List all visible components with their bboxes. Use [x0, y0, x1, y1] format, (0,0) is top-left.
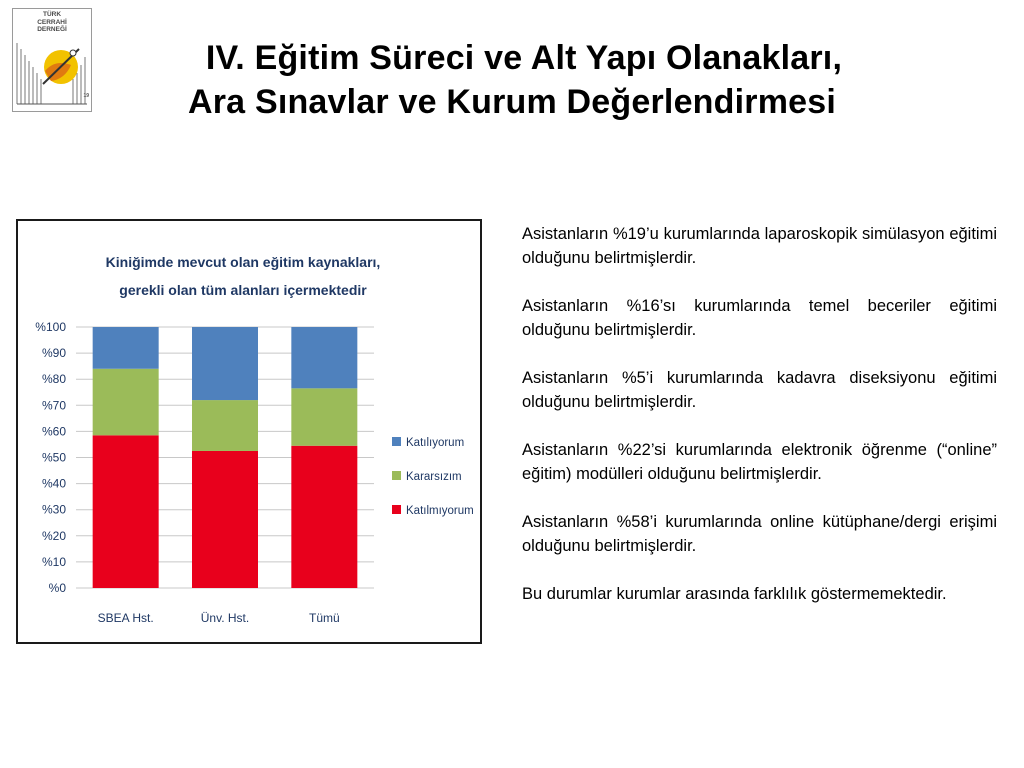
title-line-2: Ara Sınavlar ve Kurum Değerlendirmesi — [188, 83, 836, 121]
stacked-bar-chart — [18, 221, 480, 642]
x-tick-label: SBEA Hst. — [97, 611, 154, 625]
y-tick-label: %50 — [41, 450, 66, 465]
findings-text — [522, 222, 997, 630]
y-tick-label: %0 — [48, 581, 66, 595]
chart-x-axis — [98, 611, 340, 625]
chart-bars — [93, 327, 358, 588]
logo-line-1: TÜRK — [42, 11, 62, 18]
bar-segment — [93, 369, 159, 436]
title-line-1: IV. Eğitim Süreci ve Alt Yapı Olanakları, — [205, 39, 843, 77]
bar-segment — [93, 327, 159, 369]
chart-y-axis — [35, 320, 66, 595]
finding-paragraph: Asistanların %5’i kurumlarında kadavra diseksiyonu eğitimi olduğunu belirtmişlerdir. — [522, 369, 997, 411]
chart-legend — [392, 437, 474, 517]
bar-segment — [192, 451, 258, 588]
finding-paragraph: Asistanların %16’sı kurumlarında temel beceriler eğitimi olduğunu belirtmişlerdir. — [522, 297, 997, 339]
legend-swatch — [392, 437, 401, 446]
y-tick-label: %20 — [41, 528, 66, 543]
logo-line-3: DERNEĞİ — [37, 26, 67, 33]
bar-segment — [291, 327, 357, 388]
bar-segment — [291, 388, 357, 445]
bar-segment — [93, 435, 159, 588]
y-tick-label: %40 — [41, 476, 66, 491]
chart-title: Kiniğimde mevcut olan eğitim kaynakları, — [105, 254, 381, 270]
y-tick-label: %80 — [41, 372, 66, 387]
logo-text — [13, 11, 91, 34]
chart-frame — [16, 219, 482, 644]
x-tick-label: Tümü — [308, 611, 340, 625]
logo-year: 19 — [83, 93, 89, 99]
legend-label: Kararsızım — [406, 471, 462, 483]
bar-segment — [291, 446, 357, 588]
finding-paragraph: Asistanların %19’u kurumlarında laparoskopik simülasyon eğitimi olduğunu belirtmişlerdir. — [522, 225, 997, 267]
y-tick-label: %60 — [41, 424, 66, 439]
logo-line-2: CERRAHİ — [37, 18, 67, 26]
finding-paragraph: Asistanların %58’i kurumlarında online kütüphane/dergi erişimi olduğunu belirtmişlerdir. — [522, 513, 997, 555]
y-tick-label: %100 — [35, 320, 66, 334]
slide-title — [0, 36, 1024, 124]
chart-subtitle: gerekli olan tüm alanları içermektedir — [119, 282, 367, 298]
legend-label: Katılmıyorum — [406, 505, 474, 517]
y-tick-label: %70 — [41, 398, 66, 413]
legend-label: Katılıyorum — [406, 437, 465, 449]
y-tick-label: %90 — [41, 346, 66, 361]
x-tick-label: Ünv. Hst. — [200, 611, 250, 625]
conclusion-paragraph: Bu durumlar kurumlar arasında farklılık göstermemektedir. — [522, 585, 947, 603]
finding-paragraph: Asistanların %22’si kurumlarında elektronik öğrenme (“online” eğitim) modülleri olduğunu belirtmişlerdir. — [522, 441, 997, 483]
y-tick-label: %30 — [41, 502, 66, 517]
legend-swatch — [392, 471, 401, 480]
legend-swatch — [392, 505, 401, 514]
y-tick-label: %10 — [41, 554, 66, 569]
bar-segment — [192, 400, 258, 451]
bar-segment — [192, 327, 258, 400]
